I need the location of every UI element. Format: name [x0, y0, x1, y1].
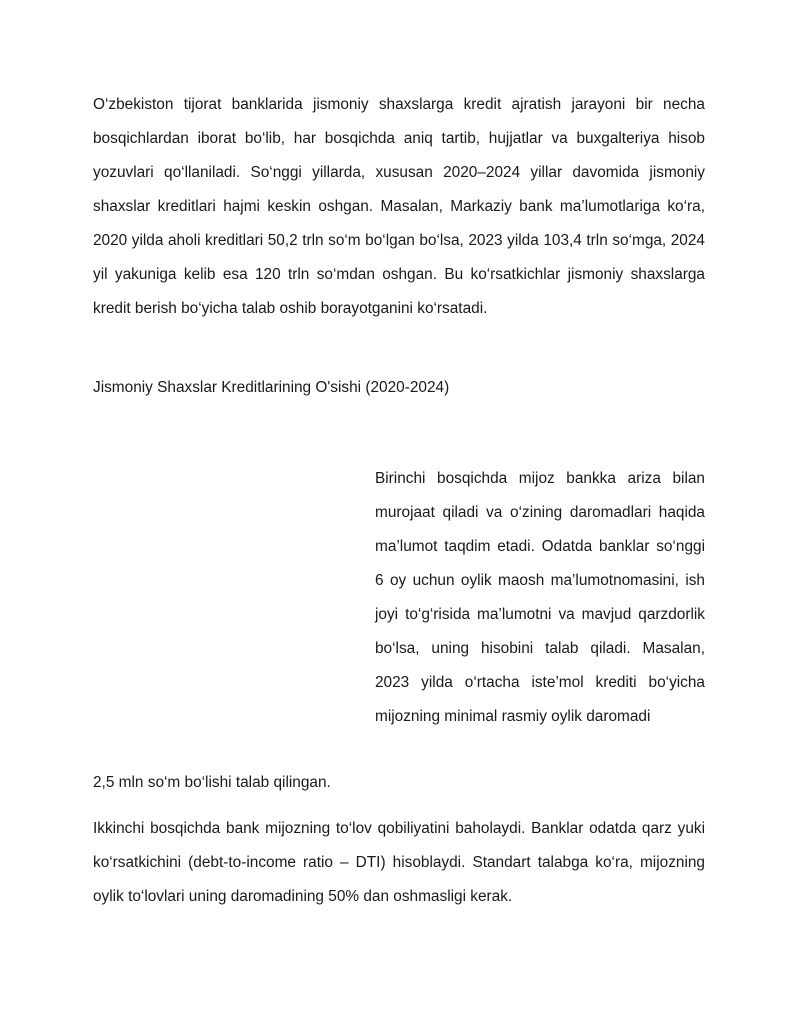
paragraph-second-stage: Ikkinchi bosqichda bank mijozning to‘lov qobiliyatini baholaydi. Banklar odatda qarz yuki ko‘rsatkichini (debt-to-income ratio – DTI) hisoblaydi. Standart talabga ko‘ra, mijozning oylik to‘lovlari uning daromadining 50% dan oshmasligi kerak. — [93, 820, 705, 905]
chart-caption: Jismoniy Shaxslar Kreditlarining O'sishi (2020-2024) — [93, 379, 450, 396]
paragraph-first-stage: Birinchi bosqichda mijoz bankka ariza bilan murojaat qiladi va o‘zining daromadlari haqida ma’lumot taqdim etadi. Odatda banklar so‘nggi 6 oy uchun oylik maosh ma’lumotnomasini, ish joyi to‘g‘risida ma’lumotni va mavjud qarzdorlik bo‘lsa, uning hisobini talab qiladi. Masalan, 2023 yilda o‘rtacha iste’mol krediti bo‘yicha mijozning minimal rasmiy oylik daromadi — [375, 470, 705, 725]
paragraph-first-stage-tail: 2,5 mln so‘m bo‘lishi talab qilingan. — [93, 774, 331, 791]
paragraph-credit-growth: O‘zbekiston tijorat banklarida jismoniy shaxslarga kredit ajratish jarayoni bir necha bosqichlardan iborat bo‘lib, har bosqichda aniq tartib, hujjatlar va buxgalteriya hisob yozuvlari qo‘llaniladi. So‘nggi yillarda, xususan 2020–2024 yillar davomida jismoniy shaxslar kreditlari hajmi keskin oshgan. Masalan, Markaziy bank ma’lumotlariga ko‘ra, 2020 yilda aholi kreditlari 50,2 trln so‘m bo‘lgan bo‘lsa, 2023 yilda 103,4 trln so‘mga, 2024 yil yakuniga kelib esa 120 trln so‘mdan oshgan. Bu ko‘rsatkichlar jismoniy shaxslarga kredit berish bo‘yicha talab oshib borayotganini ko‘rsatadi. — [93, 96, 705, 317]
chart-image-area — [93, 462, 358, 762]
